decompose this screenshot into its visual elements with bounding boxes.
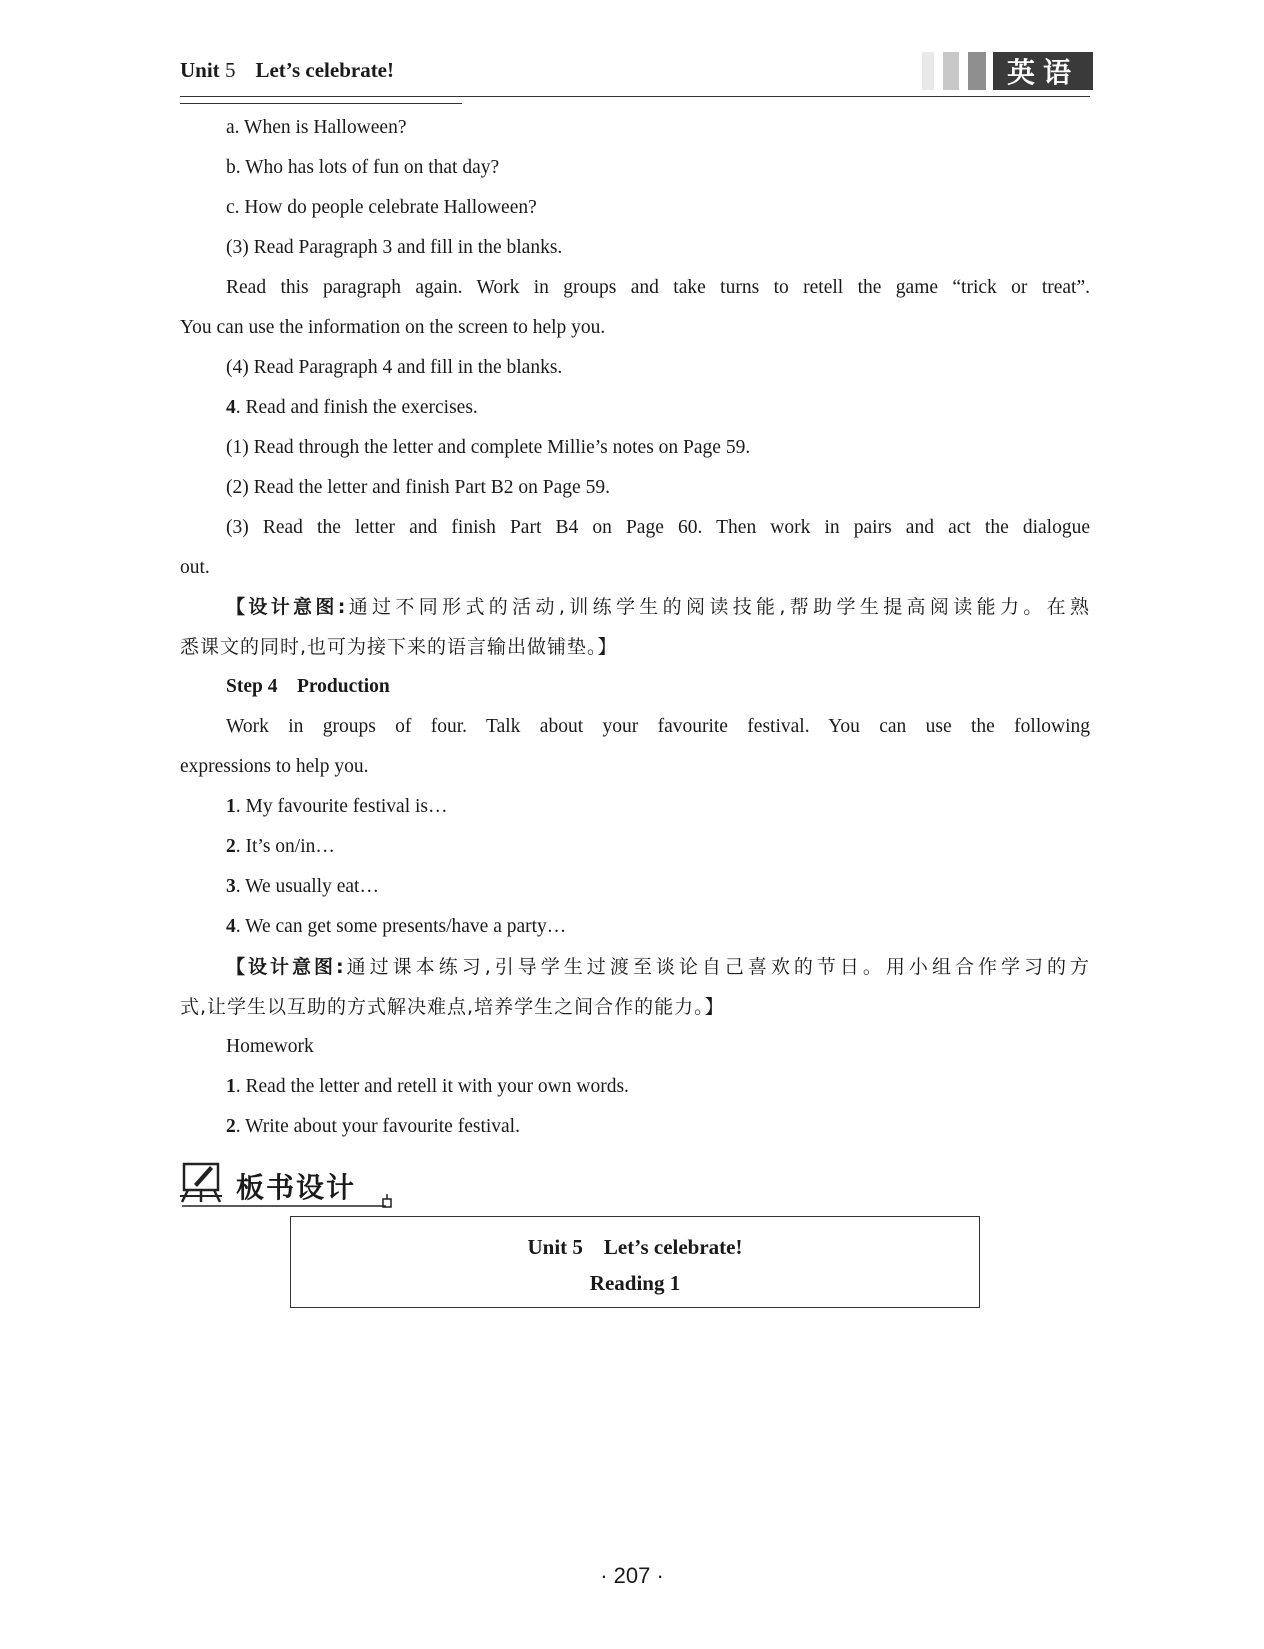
board-line-unit: Unit 5 Let’s celebrate! <box>527 1235 743 1259</box>
design-intent-label: 【设计意图: <box>226 596 346 618</box>
design-intent-label: 【设计意图: <box>226 956 344 978</box>
expression-item <box>226 793 448 821</box>
question-a: a. When is Halloween? <box>226 117 407 138</box>
design-intent-1-line-1 <box>226 593 1090 622</box>
header-rule <box>180 96 1090 97</box>
homework-heading: Homework <box>226 1036 314 1057</box>
item-3: (3) Read Paragraph 3 and fill in the blanks. <box>226 237 563 258</box>
design-intent-2-text-1: 通过课本练习,引导学生过渡至谈论自己喜欢的节日。用小组合作学习的方 <box>343 956 1090 978</box>
exercise-1: (1) Read through the letter and complete Millie’s notes on Page 59. <box>226 437 751 458</box>
expression-item <box>226 913 566 941</box>
exercise-2: (2) Read the letter and finish Part B2 on Page 59. <box>226 477 610 498</box>
step-4-heading: Step 4 Production <box>226 676 390 697</box>
expression-number: 3 <box>226 876 236 897</box>
board-line-reading: Reading 1 <box>589 1271 681 1295</box>
expression-item <box>226 833 335 861</box>
homework-item <box>226 1113 520 1141</box>
exercise-3-line-1: (3) Read the letter and finish Part B4 on Page 60. Then work in pairs and act the dialogue <box>226 517 1090 538</box>
design-intent-2-line-1 <box>226 953 1090 982</box>
expression-text: . My favourite festival is… <box>235 796 448 817</box>
homework-number: 2 <box>226 1116 236 1137</box>
retell-line-2: You can use the information on the screen to help you. <box>180 317 606 338</box>
question-c: c. How do people celebrate Halloween? <box>226 197 537 218</box>
board-design-title: 板书设计 <box>236 1171 357 1204</box>
task-4-number: 4 <box>226 397 236 418</box>
question-b: b. Who has lots of fun on that day? <box>226 157 500 178</box>
board-design-box <box>290 1216 980 1308</box>
expression-number: 2 <box>226 836 236 857</box>
header-rule-short <box>180 103 462 104</box>
expression-text: . We can get some presents/have a party… <box>235 916 567 937</box>
step-4-intro-2: expressions to help you. <box>180 756 369 777</box>
step-4-intro-1: Work in groups of four. Talk about your favourite festival. You can use the following <box>226 716 1090 737</box>
expression-number: 1 <box>226 796 236 817</box>
header-unit-title: Let’s celebrate! <box>255 58 394 82</box>
homework-text: . Read the letter and retell it with your own words. <box>235 1076 629 1097</box>
header-unit-prefix: Unit <box>180 58 220 82</box>
homework-item <box>226 1073 629 1101</box>
expression-item <box>226 873 379 901</box>
homework-text: . Write about your favourite festival. <box>235 1116 520 1137</box>
subject-badge: 英语 <box>993 52 1093 90</box>
expression-text: . It’s on/in… <box>235 836 335 857</box>
design-intent-1-text-1: 通过不同形式的活动,训练学生的阅读技能,帮助学生提高阅读能力。在熟 <box>345 596 1090 618</box>
retell-line-1: Read this paragraph again. Work in groups and take turns to retell the game “trick or treat”. <box>226 277 1090 298</box>
subject-decor-bar <box>922 52 934 90</box>
board-design-heading <box>180 1158 390 1208</box>
item-4: (4) Read Paragraph 4 and fill in the blanks. <box>226 357 563 378</box>
exercise-3-line-2: out. <box>180 557 210 578</box>
subject-decor-bar <box>968 52 986 90</box>
homework-number: 1 <box>226 1076 236 1097</box>
expression-text: . We usually eat… <box>235 876 379 897</box>
expression-number: 4 <box>226 916 236 937</box>
header-unit-number: 5 <box>224 58 236 82</box>
design-intent-1-line-2: 悉课文的同时,也可为接下来的语言输出做铺垫。】 <box>180 636 618 658</box>
subject-decor-bar <box>943 52 959 90</box>
task-4-text: . Read and finish the exercises. <box>235 397 478 418</box>
page-number: · 207 · <box>600 1563 664 1588</box>
design-intent-2-line-2: 式,让学生以互助的方式解决难点,培养学生之间合作的能力。】 <box>180 996 725 1018</box>
task-4 <box>226 394 478 422</box>
running-header <box>180 58 394 83</box>
